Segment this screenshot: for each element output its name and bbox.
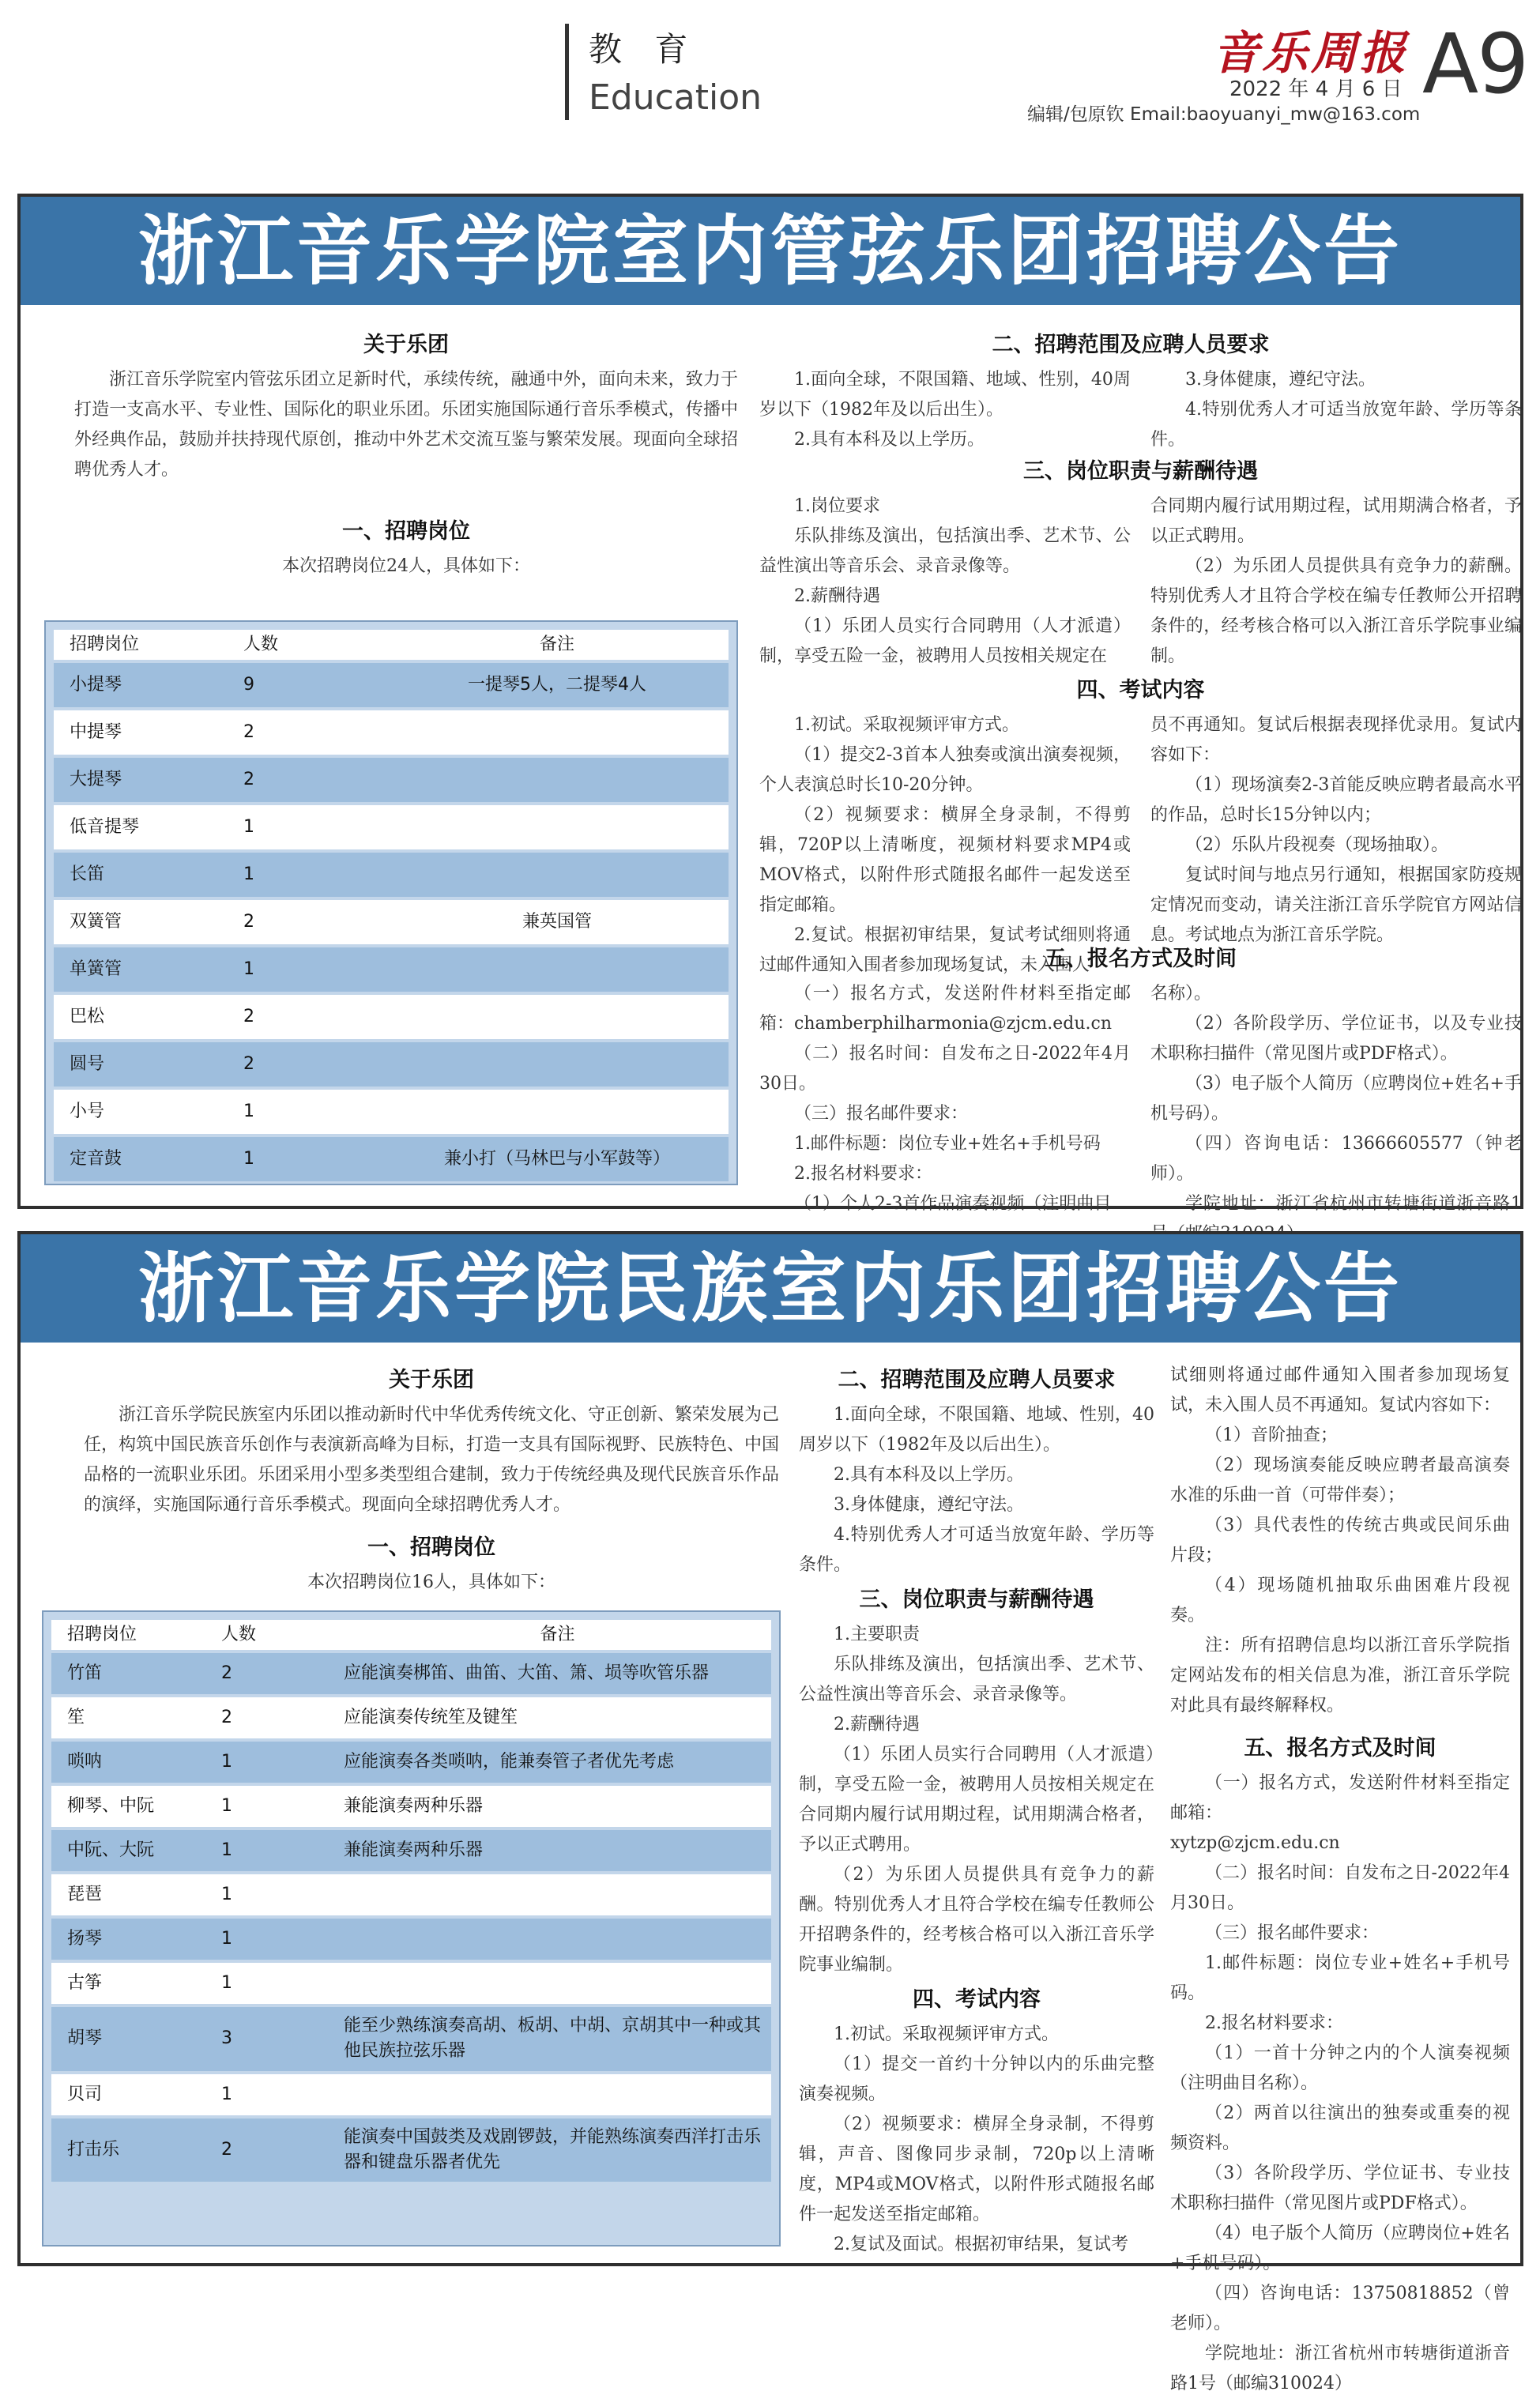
section-title: 教 育 bbox=[589, 30, 699, 69]
paragraph: （1）乐团人员实行合同聘用（人才派遣）制，享受五险一金，被聘用人员按相关规定在合同期内履行试用期过程，试用期满合格者，予以正式聘用。 bbox=[799, 1745, 1154, 1855]
position-cell: 小提琴 bbox=[70, 675, 122, 695]
ad1-sec5-left bbox=[759, 979, 1131, 1219]
count-cell: 人数 bbox=[243, 635, 279, 654]
paragraph: 2.具有本科及以上学历。 bbox=[834, 1465, 1024, 1485]
paragraph: 复试时间与地点另行通知，根据国家防疫规定情况而变动，请关注浙江音乐学院官方网站信息。考试地点为浙江音乐学院。 bbox=[1150, 865, 1522, 945]
count-cell: 1 bbox=[221, 1752, 232, 1772]
count-cell: 1 bbox=[243, 1149, 254, 1169]
table-row bbox=[51, 1874, 771, 1915]
paragraph: 学院地址：浙江省杭州市转塘街道浙音路1号（邮编310024） bbox=[1170, 2344, 1510, 2393]
position-cell: 唢呐 bbox=[67, 1752, 103, 1772]
table-row bbox=[51, 1786, 771, 1827]
section-heading: 三、岗位职责与薪酬待遇 bbox=[1023, 459, 1258, 484]
ad1-col-b bbox=[1150, 365, 1522, 455]
paragraph: （4）电子版个人简历（应聘岗位+姓名+手机号码）。 bbox=[1170, 2224, 1510, 2273]
requirement: 2.具有本科及以上学历。 bbox=[794, 430, 985, 450]
position-cell: 小号 bbox=[70, 1102, 105, 1121]
ad1-sec5-heading bbox=[759, 940, 1522, 979]
about-heading: 关于乐团 bbox=[363, 333, 449, 357]
issue-date: 2022 年 4 月 6 日 bbox=[1229, 77, 1403, 101]
note-cell: 一提琴5人，二提琴4人 bbox=[468, 675, 646, 695]
count-cell: 1 bbox=[221, 1885, 232, 1904]
paragraph: 3.身体健康，遵纪守法。 bbox=[834, 1495, 1024, 1515]
note-cell bbox=[344, 1963, 763, 2004]
note-cell bbox=[386, 995, 729, 1039]
count-cell: 1 bbox=[221, 2084, 232, 2104]
note-cell bbox=[386, 805, 729, 849]
paragraph: （2）各阶段学历、学位证书，以及专业技术职称扫描件（常见图片或PDF格式）。 bbox=[1150, 1014, 1522, 1064]
ad1-sec3-heading bbox=[759, 452, 1522, 491]
paragraph: （1）乐团人员实行合同聘用（人才派遣）制，享受五险一金，被聘用人员按相关规定在 bbox=[759, 616, 1131, 666]
section-heading: 四、考试内容 bbox=[913, 1987, 1041, 2012]
section-title-en: Education bbox=[589, 77, 762, 118]
header-rule bbox=[565, 24, 569, 120]
page-number: A9 bbox=[1422, 16, 1528, 112]
ad1-sec4-right bbox=[1150, 710, 1522, 951]
paragraph: 2.报名材料要求： bbox=[794, 1164, 932, 1184]
note-cell: 兼能演奏两种乐器 bbox=[344, 1796, 484, 1816]
section-heading: 二、招聘范围及应聘人员要求 bbox=[838, 1368, 1116, 1392]
paragraph: （2）乐队片段视奏（现场抽取）。 bbox=[1185, 835, 1448, 855]
ad1-col-a bbox=[759, 326, 1270, 455]
about-text: 浙江音乐学院民族室内乐团以推动新时代中华优秀传统文化、守正创新、繁荣发展为己任，构筑中国民族音乐创作与表演新高峰为目标，打造一支具有国际视野、民族特色、中国品格的一流职业乐团。乐团采用小型多类型组合建制，致力于传统经典及现代民族音乐作品的演绎，实施国际通行音乐季模式。现面向全球招聘优秀人才。 bbox=[84, 1405, 780, 1515]
note-cell bbox=[344, 1874, 763, 1915]
position-cell: 低音提琴 bbox=[70, 817, 140, 837]
table-row bbox=[54, 758, 729, 802]
note-cell: 兼小打（马林巴与小军鼓等） bbox=[443, 1149, 670, 1169]
paragraph: 乐队排练及演出，包括演出季、艺术节、公益性演出等音乐会、录音录像等。 bbox=[799, 1655, 1154, 1704]
count-cell: 2 bbox=[243, 770, 254, 789]
section-heading: 五、报名方式及时间 bbox=[1244, 1736, 1436, 1761]
position-cell: 琵琶 bbox=[67, 1885, 103, 1904]
paragraph: 1.邮件标题：岗位专业+姓名+手机号码 bbox=[794, 1134, 1101, 1154]
paragraph: （2）两首以往演出的独奏或重奏的视频资料。 bbox=[1170, 2103, 1510, 2153]
positions-table bbox=[44, 620, 738, 1185]
count-cell: 1 bbox=[243, 864, 254, 884]
count-cell: 2 bbox=[243, 722, 254, 742]
paragraph: 2.复试及面试。根据初审结果，复试考 bbox=[834, 2235, 1128, 2254]
ad2-right-column bbox=[1170, 1361, 1510, 2399]
table-row bbox=[51, 2007, 771, 2071]
note-cell: 备注 bbox=[539, 635, 574, 654]
count-cell: 3 bbox=[221, 2028, 232, 2049]
paragraph: （一）报名方式，发送附件材料至指定邮箱： bbox=[1170, 1773, 1510, 1823]
position-cell: 单簧管 bbox=[70, 959, 122, 979]
table-row bbox=[54, 1137, 729, 1181]
paragraph: 2.报名材料要求： bbox=[1205, 2013, 1343, 2033]
paragraph: 2.复试。根据初审结果，复试考试细则将通过邮件通知入围者参加现场复试，未入围人 bbox=[759, 925, 1131, 975]
paragraph: 注：所有招聘信息均以浙江音乐学院指定网站发布的相关信息为准，浙江音乐学院对此具有最终解释权。 bbox=[1170, 1636, 1510, 1715]
paragraph: （3）各阶段学历、学位证书、专业技术职称扫描件（常见图片或PDF格式）。 bbox=[1170, 2164, 1510, 2213]
paragraph: 1.初试。采取视频评审方式。 bbox=[794, 715, 1019, 735]
position-cell: 招聘岗位 bbox=[70, 635, 140, 654]
position-cell: 胡琴 bbox=[67, 2028, 103, 2049]
paragraph: 2.薪酬待遇 bbox=[794, 586, 880, 606]
count-cell: 1 bbox=[221, 1796, 232, 1816]
note-cell bbox=[344, 1919, 763, 1960]
paragraph: （1）一首十分钟之内的个人演奏视频（注明曲目名称）。 bbox=[1170, 2043, 1510, 2093]
about-text: 浙江音乐学院室内管弦乐团立足新时代，承续传统，融通中外，面向未来，致力于打造一支高水平、专业性、国际化的职业乐团。乐团实施国际通行音乐季模式，传播中外经典作品，鼓励并扶持现代原创，推动中外艺术交流互鉴与繁荣发展。现面向全球招聘优秀人才。 bbox=[74, 370, 738, 480]
paragraph: （2）现场演奏能反映应聘者最高演奏水准的乐曲一首（可带伴奏）； bbox=[1170, 1456, 1510, 1505]
position-cell: 柳琴、中阮 bbox=[67, 1796, 155, 1816]
ad-title: 浙江音乐学院民族室内乐团招聘公告 bbox=[21, 1234, 1520, 1343]
paragraph: （二）报名时间：自发布之日-2022年4月30日。 bbox=[1170, 1863, 1510, 1913]
positions-summary: 本次招聘岗位24人，具体如下： bbox=[282, 556, 530, 576]
position-cell: 竹笛 bbox=[67, 1663, 103, 1683]
section-heading: 五、报名方式及时间 bbox=[1045, 947, 1237, 971]
count-cell: 1 bbox=[243, 1102, 254, 1121]
ad1-sec4-heading bbox=[759, 671, 1522, 710]
position-cell: 贝司 bbox=[67, 2084, 103, 2104]
ad2-left-column bbox=[84, 1361, 779, 1598]
paragraph: 1.岗位要求 bbox=[794, 496, 880, 516]
note-cell: 能演奏中国鼓类及戏剧锣鼓，并能熟练演奏西洋打击乐器和键盘乐器者优先 bbox=[344, 2126, 762, 2172]
count-cell: 人数 bbox=[221, 1625, 257, 1644]
paragraph: （2）视频要求：横屏全身录制，不得剪辑，声音、图像同步录制，720p以上清晰度，MP4或MOV格式，以附件形式随报名邮件一起发送至指定邮箱。 bbox=[799, 2115, 1154, 2224]
paragraph: （4）现场随机抽取乐曲困难片段视奏。 bbox=[1170, 1576, 1510, 1625]
paragraph: （3）具代表性的传统古典或民间乐曲片段； bbox=[1170, 1516, 1510, 1565]
section-heading: 一、招聘岗位 bbox=[342, 519, 470, 544]
paragraph: （一）报名方式，发送附件材料至指定邮箱：chamberphilharmonia@zjcm.edu.cn bbox=[759, 984, 1131, 1034]
paragraph: 合同期内履行试用期过程，试用期满合格者，予以正式聘用。 bbox=[1150, 496, 1522, 546]
note-cell bbox=[386, 947, 729, 992]
paragraph: （2）为乐团人员提供具有竞争力的薪酬。特别优秀人才且符合学校在编专任教师公开招聘条件的，经考核合格可以入浙江音乐学院事业编制。 bbox=[799, 1865, 1154, 1975]
paragraph: （三）报名邮件要求： bbox=[794, 1104, 969, 1124]
newspaper-logo: 音乐周报 bbox=[1213, 26, 1410, 80]
paragraph: （2）为乐团人员提供具有竞争力的薪酬。特别优秀人才且符合学校在编专任教师公开招聘条件的，经考核合格可以入浙江音乐学院事业编制。 bbox=[1150, 556, 1522, 666]
paragraph: （三）报名邮件要求： bbox=[1205, 1923, 1380, 1943]
table-row bbox=[54, 805, 729, 849]
position-cell: 古筝 bbox=[67, 1973, 103, 1993]
paragraph: （二）报名时间：自发布之日-2022年4月30日。 bbox=[759, 1044, 1131, 1094]
paragraph: 1.初试。采取视频评审方式。 bbox=[834, 2024, 1059, 2044]
count-cell: 2 bbox=[243, 1007, 254, 1026]
paragraph: 学院地址：浙江省杭州市转塘街道浙音路1 bbox=[1185, 1194, 1522, 1214]
count-cell: 2 bbox=[221, 1663, 232, 1683]
requirement: 4.特别优秀人才可适当放宽年龄、学历等条件。 bbox=[1150, 400, 1522, 450]
about-heading: 关于乐团 bbox=[389, 1368, 474, 1392]
note-cell bbox=[386, 710, 729, 755]
position-cell: 中提琴 bbox=[70, 722, 122, 742]
count-cell: 1 bbox=[243, 817, 254, 837]
table-row bbox=[51, 1742, 771, 1783]
position-cell: 定音鼓 bbox=[70, 1149, 122, 1169]
note-cell: 兼英国管 bbox=[521, 912, 592, 932]
position-cell: 圆号 bbox=[70, 1054, 105, 1074]
section-heading: 二、招聘范围及应聘人员要求 bbox=[992, 333, 1270, 357]
paragraph: 2.薪酬待遇 bbox=[834, 1715, 920, 1734]
table-header-row bbox=[51, 1620, 771, 1650]
requirement: 1.面向全球，不限国籍、地域、性别，40周岁以下（1982年及以后出生）。 bbox=[759, 370, 1131, 420]
count-cell: 2 bbox=[221, 1708, 232, 1727]
paragraph: （四）咨询电话：13666605577（钟老师）。 bbox=[1150, 1134, 1522, 1184]
section-heading: 三、岗位职责与薪酬待遇 bbox=[859, 1587, 1094, 1612]
positions-table bbox=[42, 1610, 781, 2246]
ad1-sec3-left bbox=[759, 491, 1131, 672]
positions-summary: 本次招聘岗位16人，具体如下： bbox=[307, 1572, 555, 1592]
count-cell: 1 bbox=[243, 959, 254, 979]
paragraph: （四）咨询电话：13750818852（曾老师）。 bbox=[1170, 2284, 1510, 2333]
paragraph: 1.面向全球，不限国籍、地域、性别，40周岁以下（1982年及以后出生）。 bbox=[799, 1405, 1154, 1455]
position-cell: 双簧管 bbox=[70, 912, 122, 932]
table-row bbox=[54, 710, 729, 755]
ad1-sec3-right bbox=[1150, 491, 1522, 672]
position-cell: 招聘岗位 bbox=[67, 1625, 137, 1644]
position-cell: 大提琴 bbox=[70, 770, 122, 789]
paragraph: 名称）。 bbox=[1150, 984, 1212, 1004]
count-cell: 2 bbox=[243, 912, 254, 932]
section-heading: 一、招聘岗位 bbox=[367, 1535, 495, 1560]
paragraph: （1）个人2-3首作品演奏视频（注明曲目 bbox=[794, 1194, 1112, 1214]
paragraph: 1.主要职责 bbox=[834, 1625, 920, 1644]
table-row bbox=[54, 853, 729, 897]
position-cell: 巴松 bbox=[70, 1007, 105, 1026]
paragraph: （1）音阶抽查； bbox=[1205, 1425, 1338, 1445]
count-cell: 1 bbox=[221, 1840, 232, 1860]
paragraph: 员不再通知。复试后根据表现择优录用。复试内容如下： bbox=[1150, 715, 1522, 765]
count-cell: 9 bbox=[243, 675, 254, 695]
count-cell: 2 bbox=[243, 1054, 254, 1074]
paragraph: （1）提交2-3首本人独奏或演出演奏视频，个人表演总时长10-20分钟。 bbox=[759, 745, 1131, 795]
note-cell: 兼能演奏两种乐器 bbox=[344, 1840, 484, 1860]
table-header-row bbox=[54, 630, 729, 660]
note-cell: 应能演奏各类唢呐，能兼奏管子者优先考虑 bbox=[344, 1752, 675, 1772]
table-row bbox=[51, 2074, 771, 2115]
paragraph: （1）提交一首约十分钟以内的乐曲完整演奏视频。 bbox=[799, 2054, 1154, 2104]
table-row bbox=[54, 663, 729, 707]
table-row bbox=[51, 1919, 771, 1960]
count-cell: 1 bbox=[221, 1973, 232, 1993]
table-row bbox=[51, 1697, 771, 1738]
position-cell: 笙 bbox=[67, 1708, 85, 1727]
position-cell: 打击乐 bbox=[67, 2139, 120, 2160]
position-cell: 长笛 bbox=[70, 864, 105, 884]
note-cell bbox=[386, 1090, 729, 1134]
ad2-middle-column bbox=[799, 1361, 1154, 2260]
requirements-left bbox=[759, 365, 1131, 455]
count-cell: 2 bbox=[221, 2139, 232, 2160]
table-row bbox=[54, 947, 729, 992]
paragraph: 1.邮件标题：岗位专业+姓名+手机号码。 bbox=[1170, 1953, 1510, 2003]
table-row bbox=[54, 1090, 729, 1134]
note-cell bbox=[386, 853, 729, 897]
table-row bbox=[51, 2118, 771, 2182]
table-row bbox=[54, 1042, 729, 1087]
table-row bbox=[51, 1830, 771, 1871]
note-cell: 备注 bbox=[540, 1625, 575, 1644]
paragraph: 乐队排练及演出，包括演出季、艺术节、公益性演出等音乐会、录音录像等。 bbox=[759, 526, 1131, 576]
section-heading: 四、考试内容 bbox=[1076, 678, 1205, 702]
ad-folk-ensemble bbox=[17, 1231, 1523, 2393]
ad1-left-column bbox=[74, 326, 738, 582]
email-address: xytzp@zjcm.edu.cn bbox=[1170, 1833, 1340, 1853]
position-cell: 中阮、大阮 bbox=[67, 1840, 155, 1860]
table-row bbox=[54, 900, 729, 944]
ad-chamber-orchestra bbox=[17, 194, 1523, 1214]
note-cell bbox=[386, 1042, 729, 1087]
note-cell bbox=[386, 758, 729, 802]
ad-title: 浙江音乐学院室内管弦乐团招聘公告 bbox=[21, 197, 1520, 305]
paragraph: 4.特别优秀人才可适当放宽年龄、学历等条件。 bbox=[799, 1525, 1154, 1575]
paragraph: （3）电子版个人简历（应聘岗位+姓名+手机号码）。 bbox=[1150, 1074, 1522, 1124]
note-cell: 能至少熟练演奏高胡、板胡、中胡、京胡其中一种或其他民族拉弦乐器 bbox=[344, 2016, 762, 2062]
editor-contact: 编辑/包原钦 Email:baoyuanyi_mw@163.com bbox=[1027, 104, 1421, 125]
note-cell: 应能演奏梆笛、曲笛、大笛、箫、埙等吹管乐器 bbox=[344, 1663, 710, 1683]
paragraph: （1）现场演奏2-3首能反映应聘者最高水平的作品，总时长15分钟以内； bbox=[1150, 775, 1522, 825]
paragraph: 试细则将通过邮件通知入围者参加现场复试，未入围人员不再通知。复试内容如下： bbox=[1170, 1365, 1510, 1415]
position-cell: 扬琴 bbox=[67, 1929, 103, 1949]
ad1-sec5-right bbox=[1150, 979, 1522, 1249]
requirement: 3.身体健康，遵纪守法。 bbox=[1185, 370, 1376, 390]
table-row bbox=[51, 1653, 771, 1694]
paragraph: （2）视频要求：横屏全身录制，不得剪辑，720P以上清晰度，视频材料要求MP4或MOV格式，以附件形式随报名邮件一起发送至指定邮箱。 bbox=[759, 805, 1131, 915]
note-cell bbox=[344, 2074, 763, 2115]
table-row bbox=[51, 1963, 771, 2004]
table-row bbox=[54, 995, 729, 1039]
count-cell: 1 bbox=[221, 1929, 232, 1949]
note-cell: 应能演奏传统笙及键笙 bbox=[344, 1708, 518, 1727]
